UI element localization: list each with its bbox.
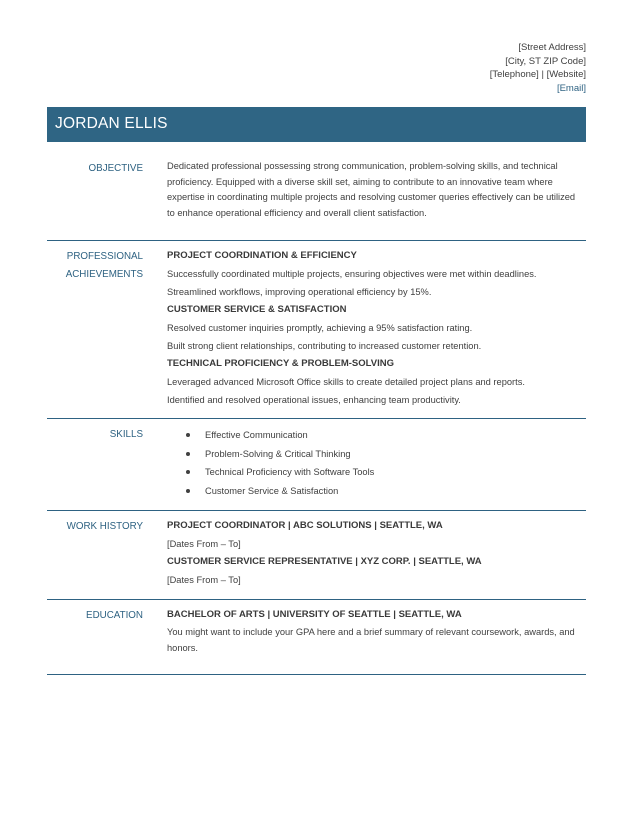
achievement-heading: PROJECT COORDINATION & EFFICIENCY bbox=[167, 250, 357, 261]
bullet-icon bbox=[186, 433, 190, 437]
achievements-label bbox=[33, 248, 143, 283]
achievement-heading: TECHNICAL PROFICIENCY & PROBLEM-SOLVING bbox=[167, 358, 394, 369]
street-address: [Street Address] bbox=[518, 42, 586, 53]
objective-label: OBJECTIVE bbox=[88, 163, 143, 174]
education-label: EDUCATION bbox=[86, 610, 143, 621]
email-link[interactable]: [Email] bbox=[556, 82, 586, 94]
skill-item bbox=[167, 463, 582, 482]
achievements-label-line2: ACHIEVEMENTS bbox=[65, 268, 143, 280]
bullet-icon bbox=[186, 489, 190, 493]
work-history-section bbox=[47, 510, 586, 600]
job-title: CUSTOMER SERVICE REPRESENTATIVE | XYZ CORP. | SEATTLE, WA bbox=[167, 556, 482, 567]
objective-section bbox=[47, 152, 586, 241]
skill-text: Technical Proficiency with Software Tools bbox=[205, 467, 375, 477]
achievements-label-line1: PROFESSIONAL bbox=[66, 251, 143, 262]
achievement-item: Leveraged advanced Microsoft Office skills to create detailed project plans and reports. bbox=[167, 377, 525, 387]
skill-text: Problem-Solving & Critical Thinking bbox=[205, 448, 351, 459]
skills-list bbox=[167, 426, 582, 500]
achievement-item: Successfully coordinated multiple projects, ensuring objectives were met within deadlines. bbox=[167, 269, 537, 279]
skill-item bbox=[167, 426, 582, 445]
contact-info bbox=[490, 41, 586, 95]
education-note: You might want to include your GPA here and a brief summary of relevant coursework, awards, and honors. bbox=[167, 627, 575, 653]
skill-text: Effective Communication bbox=[205, 430, 308, 440]
skills-label: SKILLS bbox=[109, 429, 143, 440]
job-dates: [Dates From – To] bbox=[167, 539, 241, 549]
skill-item bbox=[167, 445, 582, 464]
bullet-icon bbox=[186, 452, 190, 456]
job-dates: [Dates From – To] bbox=[167, 575, 241, 585]
skills-section bbox=[47, 418, 586, 511]
telephone-website: [Telephone] | [Website] bbox=[489, 69, 586, 80]
achievements-section bbox=[47, 240, 586, 419]
city-state-zip: [City, ST ZIP Code] bbox=[505, 55, 586, 67]
candidate-name: JORDAN ELLIS bbox=[55, 115, 168, 132]
education-section bbox=[47, 599, 586, 675]
job-title: PROJECT COORDINATOR | ABC SOLUTIONS | SEATTLE, WA bbox=[167, 520, 443, 531]
achievement-item: Identified and resolved operational issues, enhancing team productivity. bbox=[167, 395, 461, 405]
bullet-icon bbox=[186, 470, 190, 474]
achievement-item: Resolved customer inquiries promptly, achieving a 95% satisfaction rating. bbox=[167, 323, 473, 333]
work-history-label: WORK HISTORY bbox=[66, 521, 143, 532]
skill-text: Customer Service & Satisfaction bbox=[205, 485, 339, 496]
objective-text: Dedicated professional possessing strong communication, problem-solving skills, and technical proficiency. Equipped with a diverse skill set, aiming to contribute to an innovative team where expertise in coordinating multiple projects and resolving customer queries effectively can be utilized to enhance operational efficiency and overall client satisfaction. bbox=[167, 161, 576, 218]
degree-title: BACHELOR OF ARTS | UNIVERSITY OF SEATTLE | SEATTLE, WA bbox=[167, 609, 462, 620]
skill-item bbox=[167, 482, 582, 501]
achievement-item: Built strong client relationships, contributing to increased customer retention. bbox=[167, 341, 482, 351]
name-banner bbox=[47, 107, 586, 142]
achievement-heading: CUSTOMER SERVICE & SATISFACTION bbox=[167, 304, 347, 315]
achievement-item: Streamlined workflows, improving operational efficiency by 15%. bbox=[167, 287, 432, 297]
